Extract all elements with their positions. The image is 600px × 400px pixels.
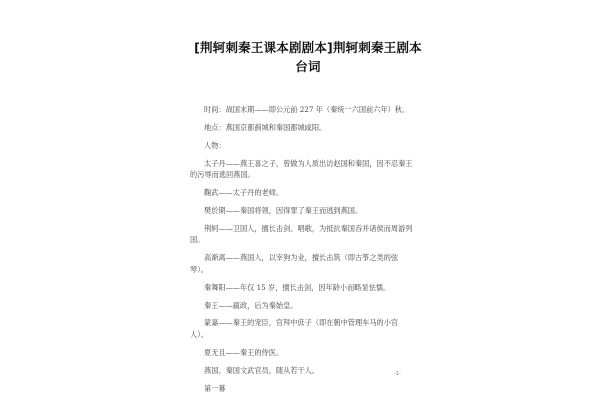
paragraph-characters-heading: 人物： xyxy=(204,140,226,150)
paragraph-character-jingke: 荆轲——卫国人，擅长击剑、唱歌，为抵抗秦国吞并诸侯而周游列国。 xyxy=(190,223,413,245)
paragraph-character-xiawuju: 夏无且——秦王的侍医。 xyxy=(204,347,284,357)
document-body xyxy=(190,104,415,400)
paragraph-officials: 燕国、秦国文武官员，随从若干人。 xyxy=(204,365,320,375)
document-title: [荆轲刺秦王课本剧剧本]荆轲刺秦王剧本台词 xyxy=(194,40,422,74)
paragraph-character-qinwuyang: 秦舞阳——年仅 15 岁，擅长击剑，因年龄小而略显怯懦。 xyxy=(204,282,391,292)
paragraph-character-gaojianli: 高渐离——燕国人，以宰狗为业，擅长击筑（即古筝之类的弦琴）。 xyxy=(190,253,399,274)
paragraph-act-one: 第一幕 xyxy=(204,383,226,393)
page-number: -1- xyxy=(394,371,401,377)
paragraph-character-juwu: 鞠武——太子丹的老师。 xyxy=(204,188,284,198)
paragraph-character-mengjia: 蒙嘉——秦王的宠臣，官拜中庶子（即在朝中管理车马的小官人）。 xyxy=(190,318,399,339)
paragraph-place: 地点：燕国京都蓟城和秦国都城咸阳。 xyxy=(204,122,327,132)
paragraph-character-fanyuqi: 樊於期——秦国将领，因得罪了秦王而逃到燕国。 xyxy=(204,205,363,215)
paragraph-time: 时间：战国末期——即公元前 227 年（秦统一六国前六年）秋。 xyxy=(204,105,410,114)
paragraph-character-taizidan: 太子丹——燕王喜之子，曾做为人质出访赵国和秦国，因不忍秦王的污辱而逃回燕国。 xyxy=(190,158,413,180)
paragraph-character-qinwang: 秦王——嬴政，后为秦始皇。 xyxy=(204,300,298,310)
